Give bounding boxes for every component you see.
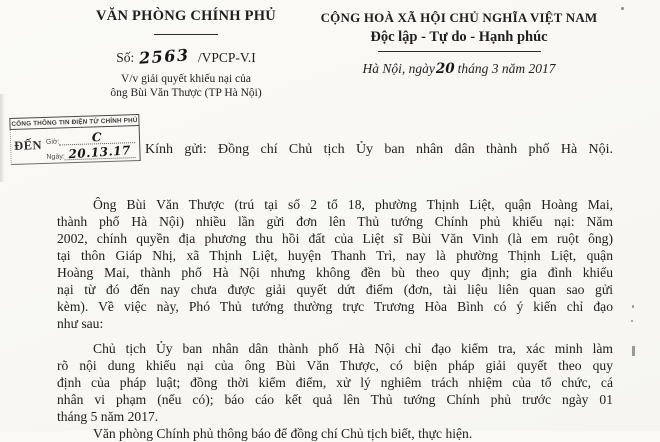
incoming-stamp — [9, 114, 140, 165]
body-line: định của pháp luật; đồng thời kiểm điểm, xử lý nghiêm trách nhiệm của tổ chức, cá — [57, 375, 613, 390]
dateline-prefix: Hà Nội, ngày — [362, 61, 435, 76]
letter-body — [57, 196, 613, 441]
header-rule-left — [154, 34, 218, 35]
document-number-suffix: /VPCP-V.I — [197, 50, 256, 65]
body-line: 2002, chính quyền địa phương thu hồi đất của Liệt sĩ Bùi Văn Vinh (là em ruột ông) — [57, 231, 613, 246]
body-line: Ông Bùi Văn Thược (trú tại số 2 tổ 18, phường Thịnh Liệt, quận Hoàng Mai, — [93, 197, 613, 212]
body-line: như sau: — [57, 316, 104, 331]
national-motto: Độc lập - Tự do - Hạnh phúc — [370, 29, 548, 45]
header-rule-right — [378, 51, 541, 52]
dateline-suffix: tháng 3 năm 2017 — [457, 61, 556, 76]
stamp-fields — [46, 128, 136, 161]
issuing-office-name: VĂN PHÒNG CHÍNH PHỦ — [96, 8, 276, 24]
document-number-label: Số: — [116, 50, 135, 65]
stamp-date-handwritten: 20.13.17 — [68, 143, 132, 162]
subject-line-1: V/v giải quyết khiếu nại của — [121, 73, 251, 85]
scan-speck — [621, 7, 624, 10]
body-line: Chủ tịch Ủy ban nhân dân thành phố Hà Nội chỉ đạo kiểm tra, xác minh làm — [93, 341, 613, 356]
body-line: tháng 5 năm 2017. — [57, 409, 159, 424]
stamp-date-label: Ngày: — [46, 153, 65, 161]
body-line-partial: Văn phòng Chính phủ thông báo để đồng chí Chủ tịch biết, thực hiện. — [93, 426, 473, 441]
body-line: kèm). Về việc này, Phó Thủ tướng thường trực Trương Hòa Bình có ý kiến chỉ đạo — [57, 299, 613, 314]
national-motto-block — [318, 10, 600, 77]
scan-speck — [632, 305, 634, 308]
stamp-office-title: CỔNG THÔNG TIN ĐIỆN TỬ CHÍNH PHỦ — [9, 114, 139, 130]
stamp-hour-handwritten: C — [92, 130, 102, 145]
subject-line-2: ông Bùi Văn Thược (TP Hà Nội) — [110, 86, 262, 99]
scan-dash-mark — [632, 346, 635, 356]
paragraph-3-clipped — [57, 425, 613, 441]
stamp-body — [10, 126, 141, 165]
salutation-line: Kính gửi: Đồng chí Chủ tịch Ủy ban nhân dân thành phố Hà Nội. — [145, 142, 613, 157]
stamp-date-leader — [64, 145, 135, 160]
national-title: CỘNG HOÀ XÃ HỘI CHỦ NGHĨA VIỆT NAM — [320, 10, 598, 25]
stamp-den-label: ĐẾN — [13, 138, 43, 153]
document-number-row — [55, 47, 317, 66]
scan-speck — [631, 320, 633, 322]
body-line: tại thôn Giáp Nhị, xã Thịnh Liệt, huyện Thanh Trì, nay là phường Thịnh Liệt, quận — [57, 248, 613, 263]
dateline — [318, 61, 600, 77]
subject-block — [55, 73, 317, 100]
stamp-date-row — [46, 143, 136, 161]
body-line: Hoàng Mai, thành phố Hà Nội nhưng không đền bù theo quy định; gia đình khiếu — [57, 265, 613, 280]
body-line: nại từ đó đến nay chưa được giải quyết dứt điểm (đơn, tài liệu liên quan sao gửi — [57, 282, 613, 297]
paragraph-1 — [57, 196, 613, 332]
paragraph-2 — [57, 340, 613, 425]
body-line: thành phố Hà Nội) nhiều lần gửi đơn lên Thủ tướng Chính phủ khiếu nại: Năm — [57, 214, 613, 229]
stamp-hour-label: Giờ: — [45, 138, 60, 146]
body-line: nhân vi phạm (nếu có); báo cáo kết quả lên Thủ tướng Chính phủ trước ngày 01 — [57, 392, 613, 407]
dateline-day-handwritten: 20 — [435, 61, 455, 77]
document-number-handwritten: 2563 — [138, 45, 191, 68]
body-line: rõ nội dung khiếu nại của ông Bùi Văn Thược, có biện pháp giải quyết theo quy — [57, 358, 613, 373]
issuing-office-block — [55, 8, 317, 100]
scan-edge-smudge — [0, 94, 5, 182]
